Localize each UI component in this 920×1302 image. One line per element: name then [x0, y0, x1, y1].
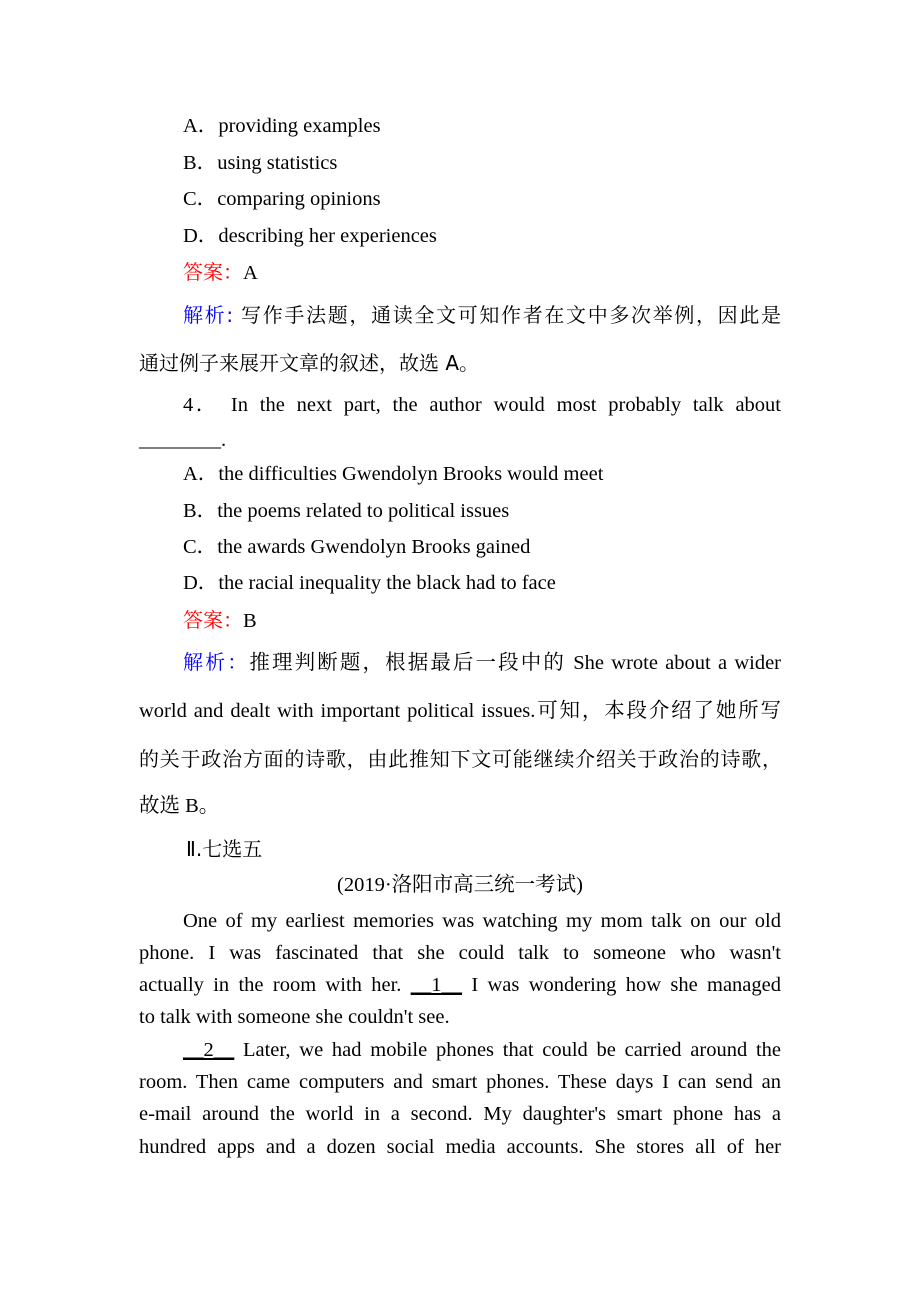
answer-label: 答案： [183, 608, 243, 632]
option-text: the poems related to political issues [217, 500, 510, 522]
analysis-text: 写作手法题，通读全文可知作者在文中多次举例，因此是 [241, 303, 782, 327]
option-text: the awards Gwendolyn Brooks gained [217, 536, 531, 558]
q4-option-c [183, 534, 781, 560]
section-heading: Ⅱ.七选五 [186, 837, 263, 861]
passage-line: to talk with someone she couldn't see. [139, 1006, 450, 1028]
text: Later, we had mobile phones that could be carried around the [234, 1039, 781, 1061]
option-text: using statistics [217, 152, 338, 174]
q3-answer [183, 259, 781, 286]
q4-stem: 4． In the next part, the author would most probably talk about [183, 394, 781, 416]
q3-option-b [183, 150, 781, 176]
text: actually in the room with her. [139, 974, 411, 996]
option-letter: D． [183, 225, 219, 247]
q3-option-c [183, 186, 781, 212]
q3-analysis-line1 [183, 302, 781, 328]
q3-analysis-line2: 通过例子来展开文章的叙述，故选 A。 [139, 351, 480, 375]
option-text: the racial inequality the black had to face [218, 572, 556, 594]
q4-analysis-line3: 的关于政治方面的诗歌，由此推知下文可能继续介绍关于政治的诗歌， [139, 747, 781, 771]
q4-option-d [183, 570, 781, 596]
passage-line: e-mail around the world in a second. My daughter's smart phone has a [139, 1103, 781, 1125]
analysis-label: 解析： [183, 650, 250, 674]
option-text: the difficulties Gwendolyn Brooks would meet [218, 463, 604, 485]
q4-blank: ________. [139, 429, 227, 451]
option-text: providing examples [218, 115, 381, 137]
passage-line: phone. I was fascinated that she could talk to someone who wasn't [139, 942, 781, 964]
q4-analysis-line2: world and dealt with important political issues.可知，本段介绍了她所写 [139, 700, 781, 722]
answer-value: B [243, 610, 257, 632]
q4-analysis-line1 [183, 649, 781, 676]
q4-option-b [183, 498, 781, 524]
option-letter: C． [183, 536, 218, 558]
option-text: describing her experiences [218, 225, 437, 247]
passage-line: hundred apps and a dozen social media accounts. She stores all of her [139, 1136, 781, 1158]
analysis-text: 推理判断题，根据最后一段中的 She wrote about a wider [249, 652, 781, 674]
q4-answer [183, 607, 781, 634]
option-letter: B． [183, 152, 218, 174]
q4-option-a [183, 461, 781, 487]
q4-analysis-line4: 故选 B。 [139, 795, 220, 817]
passage-line [183, 1037, 781, 1063]
answer-value: A [243, 262, 258, 284]
passage-line: room. Then came computers and smart phones. These days I can send an [139, 1071, 781, 1093]
text: I was wondering how she managed [462, 974, 781, 996]
option-letter: D． [183, 572, 219, 594]
analysis-label: 解析: [183, 303, 234, 327]
section-source: (2019·洛阳市高三统一考试) [337, 874, 583, 896]
option-letter: A． [183, 463, 219, 485]
blank-1: __1__ [410, 974, 462, 996]
passage-line: One of my earliest memories was watching my mom talk on our old [183, 910, 781, 932]
answer-label: 答案： [183, 260, 243, 284]
option-text: comparing opinions [217, 188, 381, 210]
option-letter: B． [183, 500, 218, 522]
q3-option-a [183, 113, 781, 139]
passage-line [139, 972, 781, 998]
q3-option-d [183, 223, 781, 249]
option-letter: A． [183, 115, 219, 137]
blank-2: __2__ [183, 1039, 235, 1061]
option-letter: C． [183, 188, 218, 210]
